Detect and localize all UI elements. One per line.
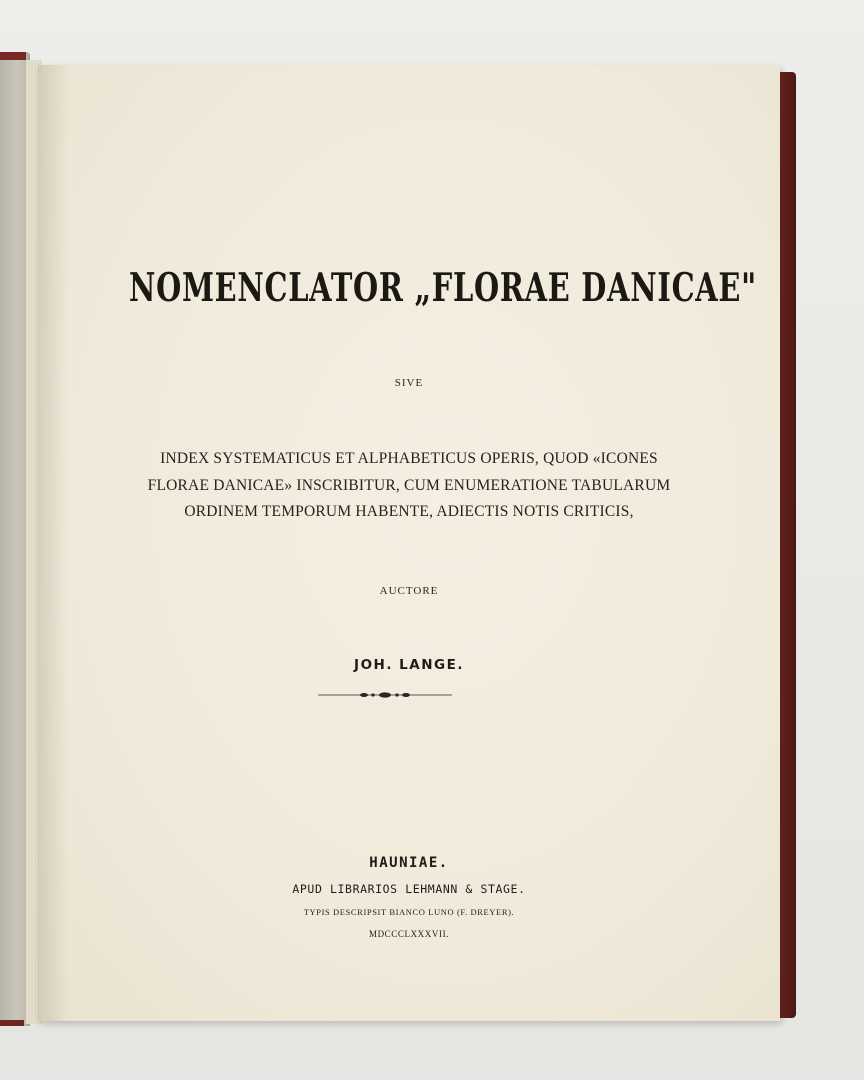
subtitle-line-2: FLORAE DANICAE» INSCRIBITUR, CUM ENUMERATIONE TABULARUM <box>147 477 671 494</box>
sive-word: SIVE <box>394 377 424 389</box>
imprint-city: HAUNIAE. <box>369 855 449 871</box>
gutter-shadow <box>38 65 68 1021</box>
subtitle-line-3: ORDINEM TEMPORUM HABENTE, ADIECTIS NOTIS CRITICIS, <box>184 503 634 520</box>
imprint-publisher: APUD LIBRARIOS LEHMANN & STAGE. <box>292 882 526 896</box>
subtitle-line-1: INDEX SYSTEMATICUS ET ALPHABETICUS OPERIS, QUOD «ICONES <box>160 450 658 467</box>
imprint-year: MDCCCLXXXVII. <box>368 929 450 939</box>
author-name: JOH. LANGE. <box>354 657 464 673</box>
auctore-word: AUCTORE <box>379 585 439 597</box>
book-title: NOMENCLATOR „FLORAE DANICAE" <box>129 265 757 311</box>
title-page <box>38 65 780 1021</box>
imprint-printer: TYPIS DESCRIPSIT BIANCO LUNO (F. DREYER). <box>303 907 515 917</box>
ornament-divider <box>318 689 452 701</box>
